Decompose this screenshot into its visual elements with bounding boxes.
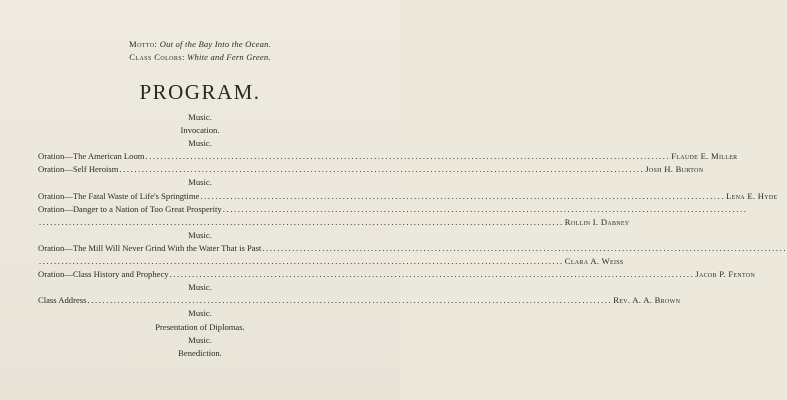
class-colors-line <box>0 51 400 64</box>
oration-title: Class Address <box>38 295 87 306</box>
oration-title: Oration—Self Heroism <box>38 164 119 175</box>
speaker-name: Flaude E. Miller <box>671 151 738 162</box>
leader-dots: ............................................................................................................................................ <box>39 256 564 267</box>
motto-label: Motto: <box>129 39 158 49</box>
program-item: Music. <box>188 229 212 240</box>
oration-entry-continued <box>38 216 630 229</box>
oration-title: Oration—Danger to a Nation of Too Great Prosperity <box>38 203 222 214</box>
leader-dots: ............................................................................................................................................ <box>87 295 613 306</box>
leader-dots: ............................................................................................................................................ <box>262 242 787 253</box>
program-list <box>38 111 787 360</box>
oration-title: Oration—The Fatal Waste of Life's Springtime <box>38 190 200 201</box>
page-title: PROGRAM. <box>139 80 261 104</box>
oration-entry <box>38 150 738 163</box>
leader-dots: ............................................................................................................................................ <box>222 203 748 214</box>
program-item: Music. <box>188 334 212 345</box>
program-item: Music. <box>188 177 212 188</box>
oration-entry <box>38 190 778 203</box>
class-address-entry <box>38 294 681 307</box>
oration-title: Oration—The American Loom <box>38 151 145 162</box>
leader-dots: ............................................................................................................................................ <box>169 269 695 280</box>
oration-entry <box>38 268 756 281</box>
leader-dots: ............................................................................................................................................ <box>119 164 645 175</box>
leader-dots: ............................................................................................................................................ <box>200 190 726 201</box>
speaker-name: Josh H. Burton <box>645 164 704 175</box>
motto-block <box>0 38 400 64</box>
oration-title: Oration—The Mill Will Never Grind With the Water That is Past <box>38 242 262 253</box>
oration-title: Oration—Class History and Prophecy <box>38 269 169 280</box>
oration-entry-continued <box>38 255 624 268</box>
speaker-name: Lena E. Hyde <box>726 190 778 201</box>
motto-text: Out of the Bay Into the Ocean. <box>159 39 271 49</box>
oration-entry <box>38 163 704 176</box>
program-item: Presentation of Diplomas. <box>155 321 245 332</box>
oration-entry <box>38 242 787 255</box>
speaker-name: Clara A. Weiss <box>564 256 624 267</box>
program-item: Music. <box>188 282 212 293</box>
program-item: Music. <box>188 138 212 149</box>
program-item: Benediction. <box>178 347 222 358</box>
motto-line <box>0 38 400 51</box>
class-colors-text: White and Fern Green. <box>187 52 271 62</box>
oration-entry <box>38 203 748 216</box>
leader-dots: ............................................................................................................................................ <box>39 216 564 227</box>
class-colors-label: Class Colors: <box>129 52 185 62</box>
speaker-name: Rev. A. A. Brown <box>613 295 681 306</box>
program-item: Music. <box>188 308 212 319</box>
program-item: Music. <box>188 112 212 122</box>
program-item: Invocation. <box>180 125 220 136</box>
leader-dots: ............................................................................................................................................ <box>145 151 671 162</box>
speaker-name: Rollin I. Dabney <box>564 216 630 227</box>
speaker-name: Jacob P. Fenton <box>695 269 756 280</box>
